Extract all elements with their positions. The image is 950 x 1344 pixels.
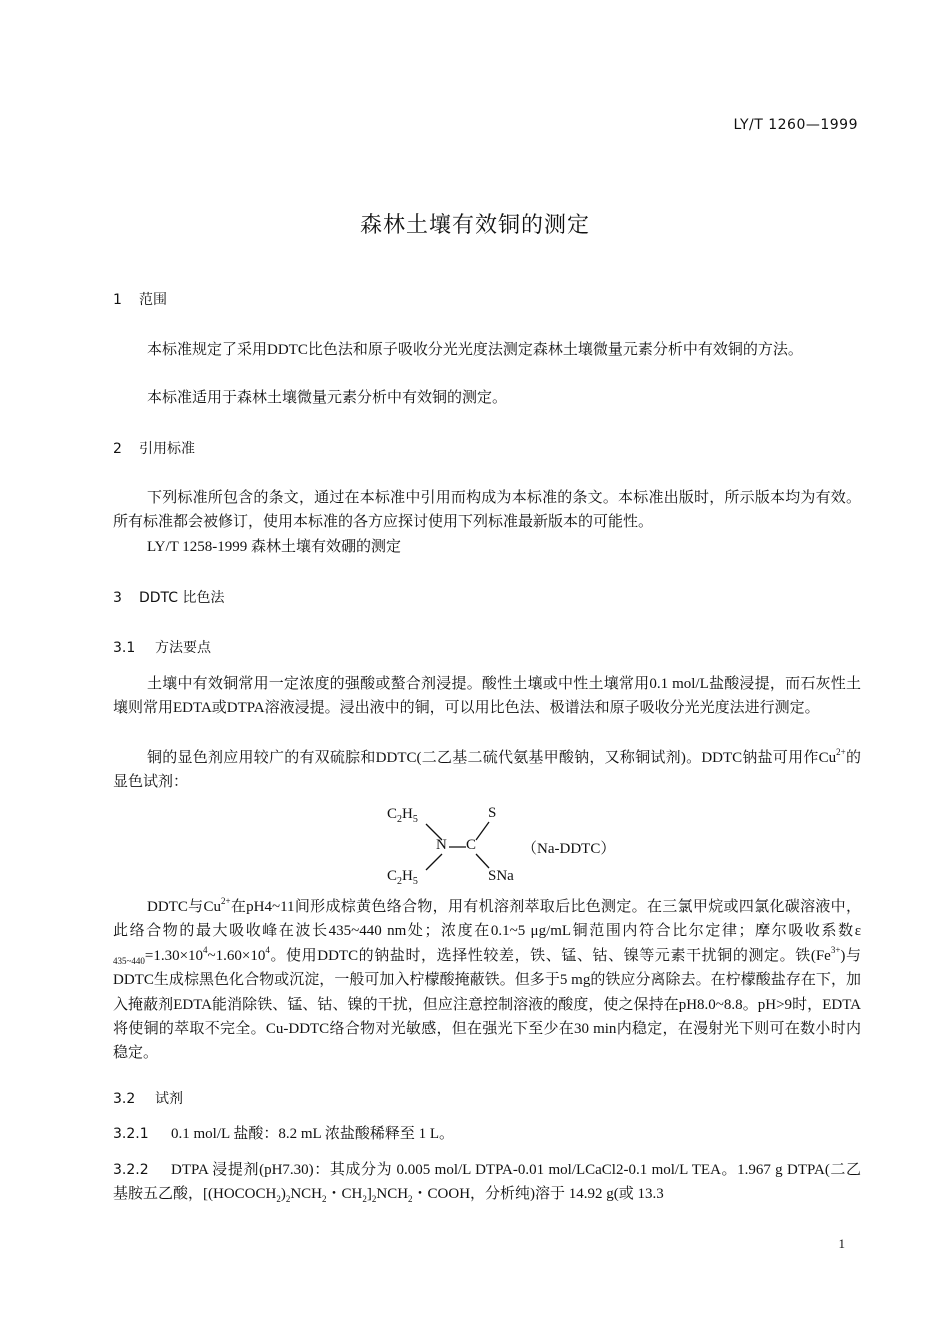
atom-s: S: [488, 805, 497, 821]
section-number: 3.1: [113, 640, 136, 656]
method-paragraph-1: 土壤中有效铜常用一定浓度的强酸或螯合剂浸提。酸性土壤或中性土壤常用0.1 mol/L盐酸浸提，而石灰性土壤则常用EDTA或DTPA溶液浸提。浸出液中的铜，可以用比色法、极谱法和原子吸收分光光度法进行测定。: [113, 676, 861, 717]
section-title: DDTC 比色法: [139, 590, 225, 606]
formula-label: （Na-DDTC）: [522, 841, 616, 857]
section-3-1-heading: [113, 637, 211, 657]
section-number: 1: [113, 292, 122, 308]
method-paragraph-3: DDTC与$Cu^{2+}$在pH4~11间形成棕黄色络合物，用有机溶剂萃取后比色测定。在三氯甲烷或四氯化碳溶液中，此络合物的最大吸收峰在波长435~440 nm处；浓度在0.1~5 μg/mL铜范围内符合比尔定律；摩尔吸收系数ε $_{435\sim 440}=1.30\times 10^4\sim 1.60\times 10^4$。使用DDTC的钠盐时，选择性较差，铁、锰、钴、镍等元素干扰铜的测定。铁$(Fe^{3+})$与DDTC生成棕黑色化合物或沉淀，一般可加入柠檬酸掩蔽铁。但多于5 mg的铁应分离除去。在柠檬酸盐存在下，加入掩蔽剂EDTA能消除铁、锰、钴、镍的干扰，但应注意控制溶液的酸度，使之保持在pH8.0~8.8。pH>9时，EDTA将使铜的萃取不完全。Cu-DDTC络合物对光敏感，但在强光下至少在30 min内稳定，在漫射光下则可在数小时内稳定。: [113, 896, 861, 1062]
section-1-heading: [113, 289, 167, 309]
section-title: 试剂: [155, 1091, 183, 1107]
standard-number: LY/T 1260—1999: [733, 117, 858, 133]
section-3-2-heading: [113, 1088, 183, 1108]
atom-c: C: [466, 837, 477, 853]
scope-paragraph-1: 本标准规定了采用DDTC比色法和原子吸收分光光度法测定森林土壤微量元素分析中有效铜的方法。: [147, 342, 803, 358]
section-title: 范围: [139, 292, 167, 308]
ethyl-group-bottom: $C_2H_5$: [387, 868, 418, 887]
reference-item: LY/T 1258-1999 森林土壤有效硼的测定: [147, 539, 402, 555]
item-number: 3.2.1: [113, 1126, 149, 1142]
atom-n: N: [436, 837, 447, 853]
section-number: 3.2: [113, 1091, 136, 1107]
scope-paragraph-2: 本标准适用于森林土壤微量元素分析中有效铜的测定。: [147, 390, 508, 406]
references-paragraph: 下列标准所包含的条文，通过在本标准中引用而构成为本标准的条文。本标准出版时，所示版本均为有效。所有标准都会被修订，使用本标准的各方应探讨使用下列标准最新版本的可能性。: [113, 490, 861, 531]
section-3-heading: [113, 587, 225, 607]
bond-c-sna: [476, 854, 489, 868]
item-number: 3.2.2: [113, 1162, 149, 1178]
page-number: 1: [838, 1236, 845, 1251]
bond-lower-left: [426, 854, 442, 870]
section-number: 3: [113, 590, 122, 606]
method-paragraph-2: 铜的显色剂应用较广的有双硫腙和DDTC(二乙基二硫代氨基甲酸钠，又称铜试剂)。DDTC钠盐可用作$Cu^{2+}$的显色试剂：: [113, 747, 861, 791]
na-ddtc-structural-formula: [372, 800, 652, 892]
reagent-3-2-1: 3.2.1 0.1 mol/L 盐酸：8.2 mL 浓盐酸稀释至 1 L。: [113, 1122, 861, 1146]
group-sna: SNa: [488, 868, 514, 884]
section-2-heading: [113, 438, 195, 458]
section-title: 引用标准: [139, 441, 195, 457]
bond-c-s: [476, 822, 489, 840]
section-number: 2: [113, 441, 122, 457]
reagent-3-2-2: 3.2.2 DTPA 浸提剂(pH7.30)：其成分为 0.005 mol/L DTPA-0.01 mol/LCaCl2-0.1 mol/L TEA。1.967 g DTPA(二乙基胺五乙酸，[$(HOCOCH_2)_2NCH_2$・$CH_2]_2NCH_2$・COOH，分析纯)溶于 14.92 g(或 13.3: [113, 1158, 861, 1207]
ethyl-group-top: $C_2H_5$: [387, 806, 418, 825]
section-title: 方法要点: [155, 640, 211, 656]
document-title: 森林土壤有效铜的测定: [359, 213, 590, 238]
